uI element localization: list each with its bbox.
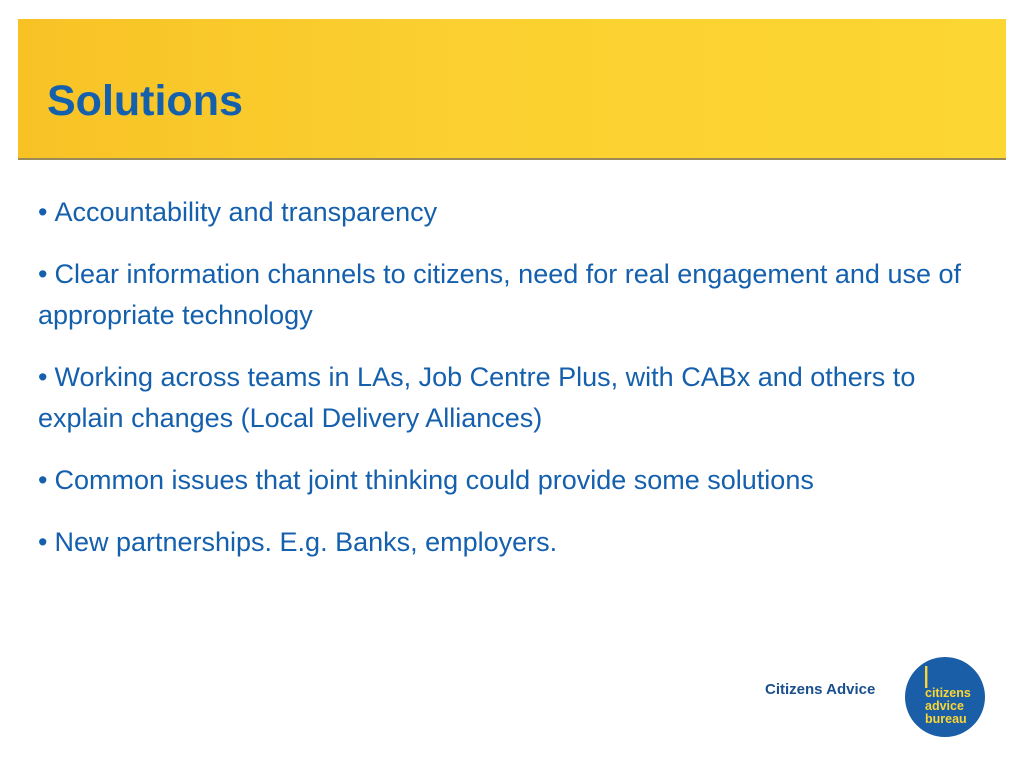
bullet-item [38, 357, 968, 439]
logo-text-line: bureau [925, 712, 967, 726]
bullet-text: New partnerships. E.g. Banks, employers. [54, 527, 558, 557]
logo-bar [925, 666, 927, 688]
slide-title: Solutions [47, 77, 243, 125]
bullet-item [38, 192, 968, 233]
bullet-text: Common issues that joint thinking could provide some solutions [54, 465, 814, 495]
bullet-marker: • [38, 197, 48, 227]
citizens-advice-wordmark: Citizens Advice [765, 681, 876, 698]
bullet-item [38, 254, 968, 336]
citizens-advice-bureau-logo [904, 656, 986, 738]
bullet-marker: • [38, 259, 48, 289]
bullet-text: Accountability and transparency [54, 197, 438, 227]
logo-text-line: advice [925, 699, 964, 713]
bullet-list [38, 192, 968, 584]
bullet-text: Clear information channels to citizens, need for real engagement and use of appropriate technology [38, 259, 961, 330]
bullet-marker: • [38, 465, 48, 495]
bullet-item [38, 460, 968, 501]
logo-text-line: citizens [925, 686, 971, 700]
bullet-marker: • [38, 527, 48, 557]
bullet-item [38, 522, 968, 563]
bullet-text: Working across teams in LAs, Job Centre Plus, with CABx and others to explain changes (Local Delivery Alliances) [38, 362, 916, 433]
bullet-marker: • [38, 362, 48, 392]
